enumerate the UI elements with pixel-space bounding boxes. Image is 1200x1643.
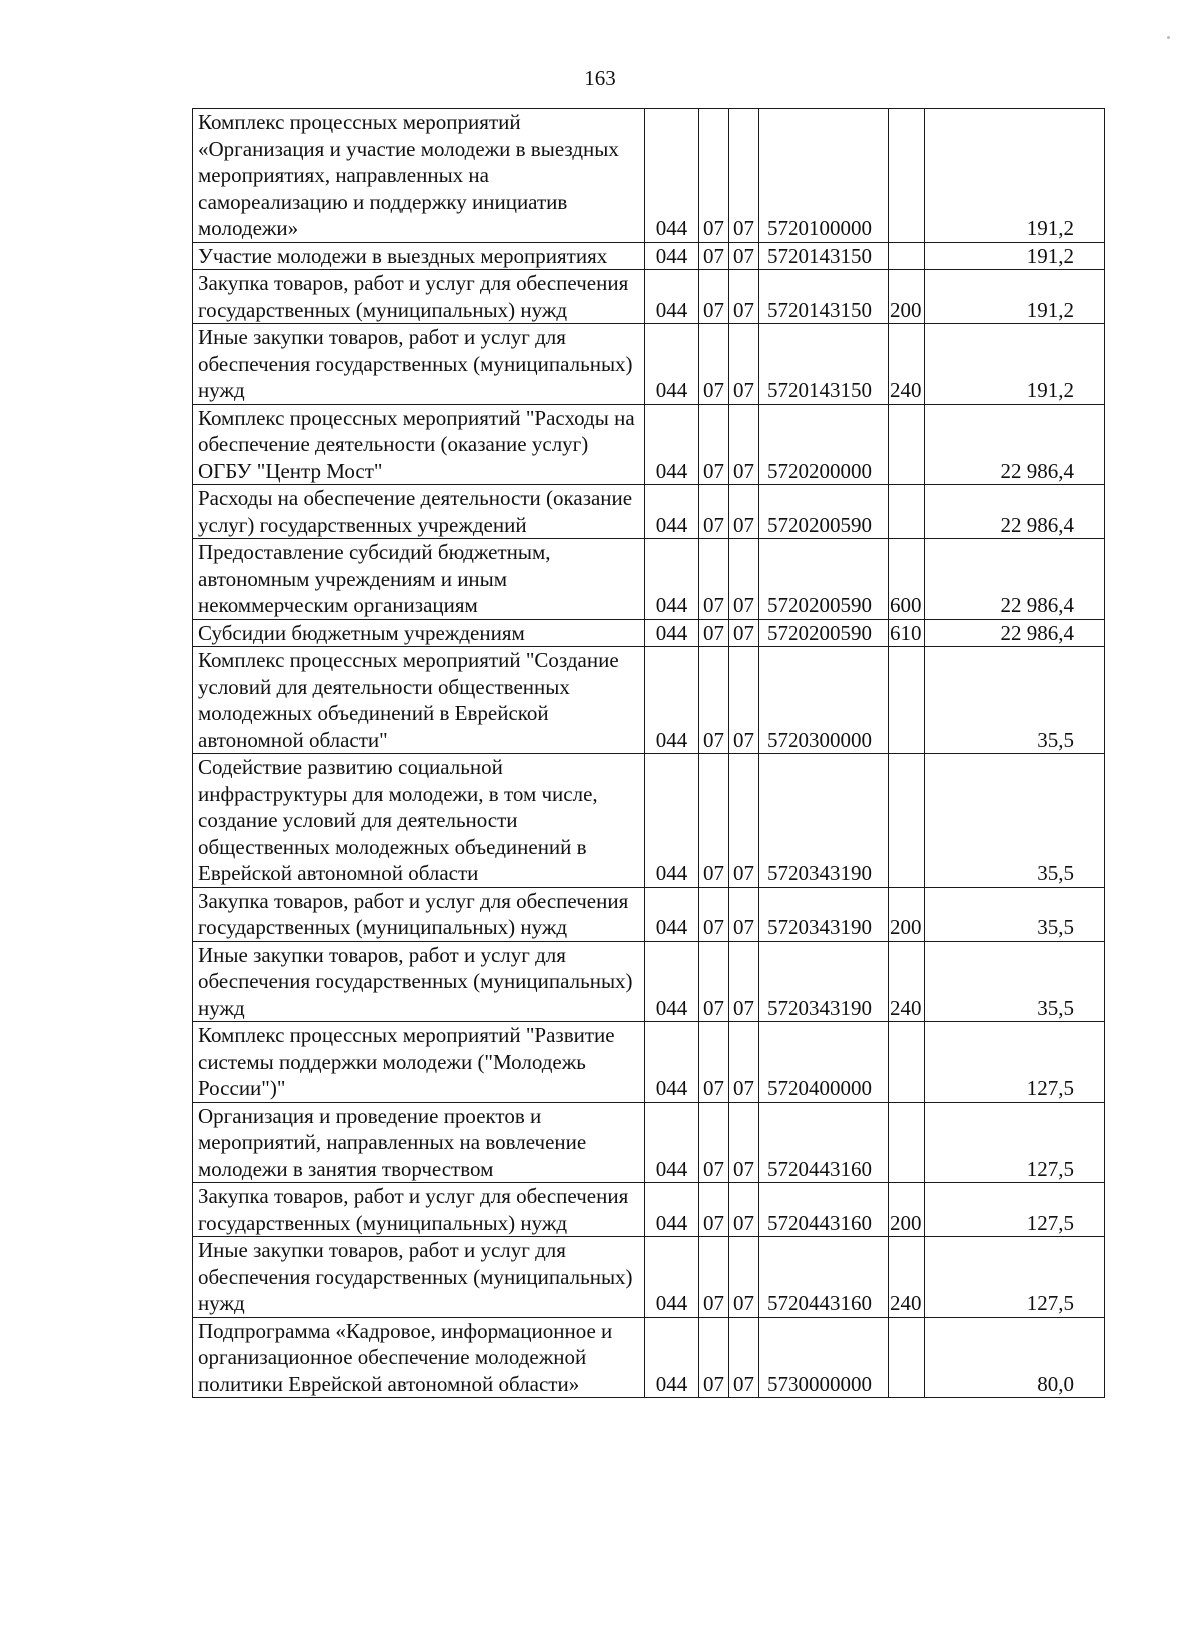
- cell-section: 07: [699, 941, 729, 1022]
- cell-expense-type: 240: [889, 941, 925, 1022]
- cell-admin-code: 044: [645, 1183, 699, 1237]
- cell-admin-code: 044: [645, 941, 699, 1022]
- table-row: [193, 1022, 1105, 1103]
- budget-table: [192, 108, 1105, 1398]
- cell-section: 07: [699, 1237, 729, 1318]
- cell-amount: 127,5: [925, 1022, 1105, 1103]
- cell-admin-code: 044: [645, 539, 699, 620]
- cell-subsection: 07: [729, 1102, 759, 1183]
- cell-amount: 22 986,4: [925, 619, 1105, 647]
- cell-section: 07: [699, 887, 729, 941]
- cell-amount: 191,2: [925, 242, 1105, 270]
- cell-subsection: 07: [729, 941, 759, 1022]
- cell-admin-code: 044: [645, 619, 699, 647]
- cell-subsection: 07: [729, 619, 759, 647]
- cell-subsection: 07: [729, 324, 759, 405]
- cell-target-article: 5720200590: [759, 539, 889, 620]
- cell-section: 07: [699, 324, 729, 405]
- cell-amount: 22 986,4: [925, 404, 1105, 485]
- cell-amount: 191,2: [925, 270, 1105, 324]
- cell-section: 07: [699, 539, 729, 620]
- cell-subsection: 07: [729, 270, 759, 324]
- cell-amount: 35,5: [925, 647, 1105, 754]
- cell-section: 07: [699, 404, 729, 485]
- cell-amount: 35,5: [925, 887, 1105, 941]
- cell-subsection: 07: [729, 1237, 759, 1318]
- cell-expense-type: [889, 1022, 925, 1103]
- cell-section: 07: [699, 1317, 729, 1398]
- table-row: [193, 485, 1105, 539]
- cell-target-article: 5720343190: [759, 941, 889, 1022]
- cell-section: 07: [699, 754, 729, 888]
- table-row: [193, 647, 1105, 754]
- cell-section: 07: [699, 485, 729, 539]
- cell-target-article: 5720343190: [759, 887, 889, 941]
- cell-name: Комплекс процессных мероприятий "Создание условий для деятельности общественных молодежных объединений в Еврейской автономной области": [193, 647, 645, 754]
- cell-target-article: 5720200000: [759, 404, 889, 485]
- cell-admin-code: 044: [645, 754, 699, 888]
- cell-target-article: 5720200590: [759, 485, 889, 539]
- page-number: 163: [584, 66, 616, 90]
- table-row: [193, 109, 1105, 243]
- cell-subsection: 07: [729, 485, 759, 539]
- cell-section: 07: [699, 1183, 729, 1237]
- cell-subsection: 07: [729, 647, 759, 754]
- cell-amount: 191,2: [925, 324, 1105, 405]
- cell-expense-type: [889, 109, 925, 243]
- cell-section: 07: [699, 619, 729, 647]
- cell-target-article: 5720343190: [759, 754, 889, 888]
- cell-name: Комплекс процессных мероприятий "Развитие системы поддержки молодежи ("Молодежь России")": [193, 1022, 645, 1103]
- cell-section: 07: [699, 270, 729, 324]
- scan-speck: [1167, 36, 1170, 39]
- cell-subsection: 07: [729, 1183, 759, 1237]
- cell-admin-code: 044: [645, 404, 699, 485]
- cell-section: 07: [699, 109, 729, 243]
- cell-subsection: 07: [729, 1022, 759, 1103]
- cell-expense-type: [889, 404, 925, 485]
- cell-name: Содействие развитию социальной инфраструктуры для молодежи, в том числе, создание условий для деятельности общественных молодежных объединений в Еврейской автономной области: [193, 754, 645, 888]
- cell-admin-code: 044: [645, 242, 699, 270]
- cell-target-article: 5720143150: [759, 242, 889, 270]
- cell-target-article: 5720300000: [759, 647, 889, 754]
- cell-name: Закупка товаров, работ и услуг для обеспечения государственных (муниципальных) нужд: [193, 887, 645, 941]
- cell-admin-code: 044: [645, 1102, 699, 1183]
- cell-name: Иные закупки товаров, работ и услуг для обеспечения государственных (муниципальных) нужд: [193, 941, 645, 1022]
- cell-name: Закупка товаров, работ и услуг для обеспечения государственных (муниципальных) нужд: [193, 1183, 645, 1237]
- cell-name: Закупка товаров, работ и услуг для обеспечения государственных (муниципальных) нужд: [193, 270, 645, 324]
- cell-subsection: 07: [729, 887, 759, 941]
- cell-section: 07: [699, 1022, 729, 1103]
- cell-target-article: 5720200590: [759, 619, 889, 647]
- cell-section: 07: [699, 1102, 729, 1183]
- cell-section: 07: [699, 647, 729, 754]
- cell-target-article: 5720400000: [759, 1022, 889, 1103]
- cell-expense-type: 240: [889, 324, 925, 405]
- cell-expense-type: 200: [889, 1183, 925, 1237]
- cell-admin-code: 044: [645, 109, 699, 243]
- cell-target-article: 5720143150: [759, 324, 889, 405]
- table-row: [193, 404, 1105, 485]
- cell-amount: 127,5: [925, 1102, 1105, 1183]
- table-row: [193, 539, 1105, 620]
- cell-amount: 22 986,4: [925, 485, 1105, 539]
- cell-admin-code: 044: [645, 1237, 699, 1318]
- table-row: [193, 270, 1105, 324]
- cell-admin-code: 044: [645, 270, 699, 324]
- cell-expense-type: [889, 1102, 925, 1183]
- cell-name: Комплекс процессных мероприятий "Расходы на обеспечение деятельности (оказание услуг) ОГБУ "Центр Мост": [193, 404, 645, 485]
- cell-name: Участие молодежи в выездных мероприятиях: [193, 242, 645, 270]
- cell-name: Организация и проведение проектов и мероприятий, направленных на вовлечение молодежи в занятия творчеством: [193, 1102, 645, 1183]
- cell-amount: 35,5: [925, 941, 1105, 1022]
- cell-name: Расходы на обеспечение деятельности (оказание услуг) государственных учреждений: [193, 485, 645, 539]
- cell-expense-type: 200: [889, 270, 925, 324]
- table-row: [193, 1237, 1105, 1318]
- cell-expense-type: 600: [889, 539, 925, 620]
- cell-amount: 127,5: [925, 1237, 1105, 1318]
- table-row: [193, 619, 1105, 647]
- cell-target-article: 5720143150: [759, 270, 889, 324]
- cell-subsection: 07: [729, 754, 759, 888]
- table-body: [193, 109, 1105, 1398]
- cell-amount: 22 986,4: [925, 539, 1105, 620]
- cell-subsection: 07: [729, 404, 759, 485]
- cell-admin-code: 044: [645, 1022, 699, 1103]
- cell-expense-type: [889, 1317, 925, 1398]
- cell-target-article: 5720100000: [759, 109, 889, 243]
- table-row: [193, 1317, 1105, 1398]
- cell-admin-code: 044: [645, 485, 699, 539]
- cell-name: Иные закупки товаров, работ и услуг для обеспечения государственных (муниципальных) нужд: [193, 324, 645, 405]
- cell-section: 07: [699, 242, 729, 270]
- cell-name: Комплекс процессных мероприятий «Организация и участие молодежи в выездных мероприятиях, направленных на самореализацию и поддержку инициатив молодежи»: [193, 109, 645, 243]
- cell-expense-type: [889, 485, 925, 539]
- table-row: [193, 1183, 1105, 1237]
- cell-subsection: 07: [729, 109, 759, 243]
- cell-admin-code: 044: [645, 324, 699, 405]
- cell-target-article: 5720443160: [759, 1237, 889, 1318]
- cell-expense-type: 200: [889, 887, 925, 941]
- cell-target-article: 5730000000: [759, 1317, 889, 1398]
- cell-expense-type: 610: [889, 619, 925, 647]
- table-row: [193, 1102, 1105, 1183]
- cell-amount: 127,5: [925, 1183, 1105, 1237]
- cell-name: Предоставление субсидий бюджетным, автономным учреждениям и иным некоммерческим организациям: [193, 539, 645, 620]
- table-row: [193, 887, 1105, 941]
- cell-amount: 80,0: [925, 1317, 1105, 1398]
- cell-expense-type: [889, 647, 925, 754]
- cell-expense-type: [889, 242, 925, 270]
- table-row: [193, 242, 1105, 270]
- cell-admin-code: 044: [645, 1317, 699, 1398]
- cell-target-article: 5720443160: [759, 1183, 889, 1237]
- cell-subsection: 07: [729, 242, 759, 270]
- cell-admin-code: 044: [645, 887, 699, 941]
- cell-target-article: 5720443160: [759, 1102, 889, 1183]
- cell-amount: 35,5: [925, 754, 1105, 888]
- cell-expense-type: 240: [889, 1237, 925, 1318]
- cell-expense-type: [889, 754, 925, 888]
- cell-amount: 191,2: [925, 109, 1105, 243]
- cell-admin-code: 044: [645, 647, 699, 754]
- cell-name: Подпрограмма «Кадровое, информационное и организационное обеспечение молодежной политики Еврейской автономной области»: [193, 1317, 645, 1398]
- cell-subsection: 07: [729, 1317, 759, 1398]
- cell-name: Субсидии бюджетным учреждениям: [193, 619, 645, 647]
- table-row: [193, 324, 1105, 405]
- cell-name: Иные закупки товаров, работ и услуг для обеспечения государственных (муниципальных) нужд: [193, 1237, 645, 1318]
- table-row: [193, 941, 1105, 1022]
- table-row: [193, 754, 1105, 888]
- cell-subsection: 07: [729, 539, 759, 620]
